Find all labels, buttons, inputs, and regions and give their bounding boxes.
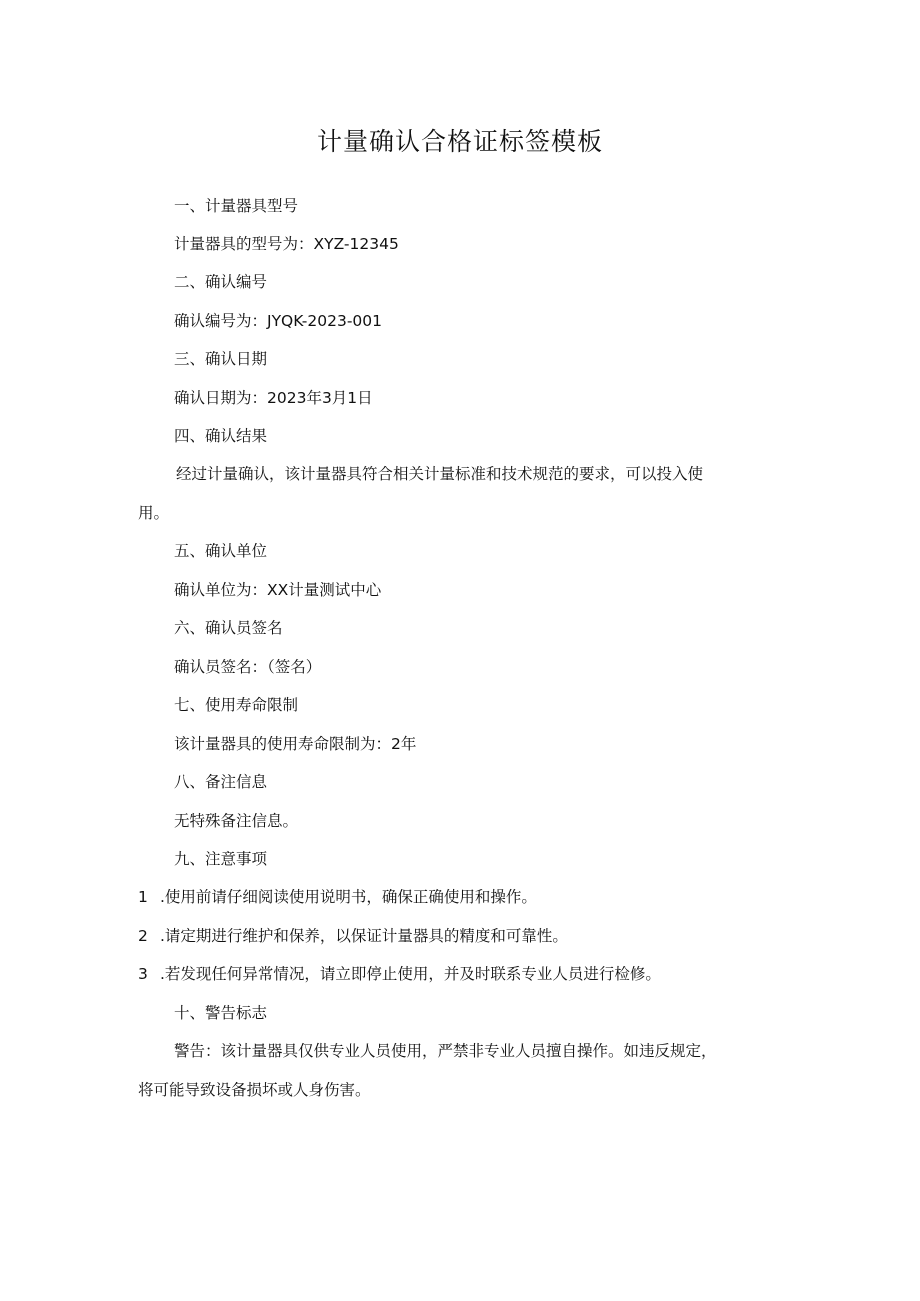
list-item-text: .若发现任何异常情况，请立即停止使用，并及时联系专业人员进行检修。 bbox=[160, 965, 661, 983]
section-heading: 八、备注信息 bbox=[174, 773, 268, 791]
list-item bbox=[138, 926, 568, 946]
list-item bbox=[138, 964, 661, 984]
section-heading: 九、注意事项 bbox=[174, 850, 268, 868]
list-item-text: .使用前请仔细阅读使用说明书，确保正确使用和操作。 bbox=[160, 888, 537, 906]
section-body: 无特殊备注信息。 bbox=[174, 812, 299, 830]
section-heading: 五、确认单位 bbox=[174, 542, 268, 560]
list-item-number: 3 bbox=[138, 965, 148, 983]
section-body: 该计量器具的使用寿命限制为：2年 bbox=[174, 735, 417, 753]
section-body-line: 将可能导致设备损坏或人身伤害。 bbox=[138, 1081, 371, 1099]
section-heading: 六、确认员签名 bbox=[174, 619, 283, 637]
section-body: 确认员签名：（签名） bbox=[174, 658, 322, 676]
section-body: 计量器具的型号为：XYZ-12345 bbox=[174, 235, 399, 253]
section-heading: 十、警告标志 bbox=[174, 1004, 268, 1022]
list-item-number: 2 bbox=[138, 927, 148, 945]
section-heading: 一、计量器具型号 bbox=[174, 197, 299, 215]
section-body-line: 经过计量确认，该计量器具符合相关计量标准和技术规范的要求，可以投入使 bbox=[176, 465, 704, 483]
section-heading: 四、确认结果 bbox=[174, 427, 268, 445]
section-body: 确认日期为：2023年3月1日 bbox=[174, 389, 373, 407]
document-title: 计量确认合格证标签模板 bbox=[316, 127, 603, 156]
list-item-text: .请定期进行维护和保养，以保证计量器具的精度和可靠性。 bbox=[160, 927, 568, 945]
section-heading: 二、确认编号 bbox=[174, 273, 268, 291]
section-heading: 七、使用寿命限制 bbox=[174, 696, 299, 714]
section-body-line: 用。 bbox=[138, 504, 170, 522]
section-body: 确认编号为：JYQK-2023-001 bbox=[174, 312, 382, 330]
list-item-number: 1 bbox=[138, 888, 148, 906]
section-body: 确认单位为：XX计量测试中心 bbox=[174, 581, 382, 599]
section-body-line: 警告：该计量器具仅供专业人员使用，严禁非专业人员擅自操作。如违反规定， bbox=[174, 1042, 717, 1060]
list-item bbox=[138, 887, 537, 907]
section-heading: 三、确认日期 bbox=[174, 350, 268, 368]
